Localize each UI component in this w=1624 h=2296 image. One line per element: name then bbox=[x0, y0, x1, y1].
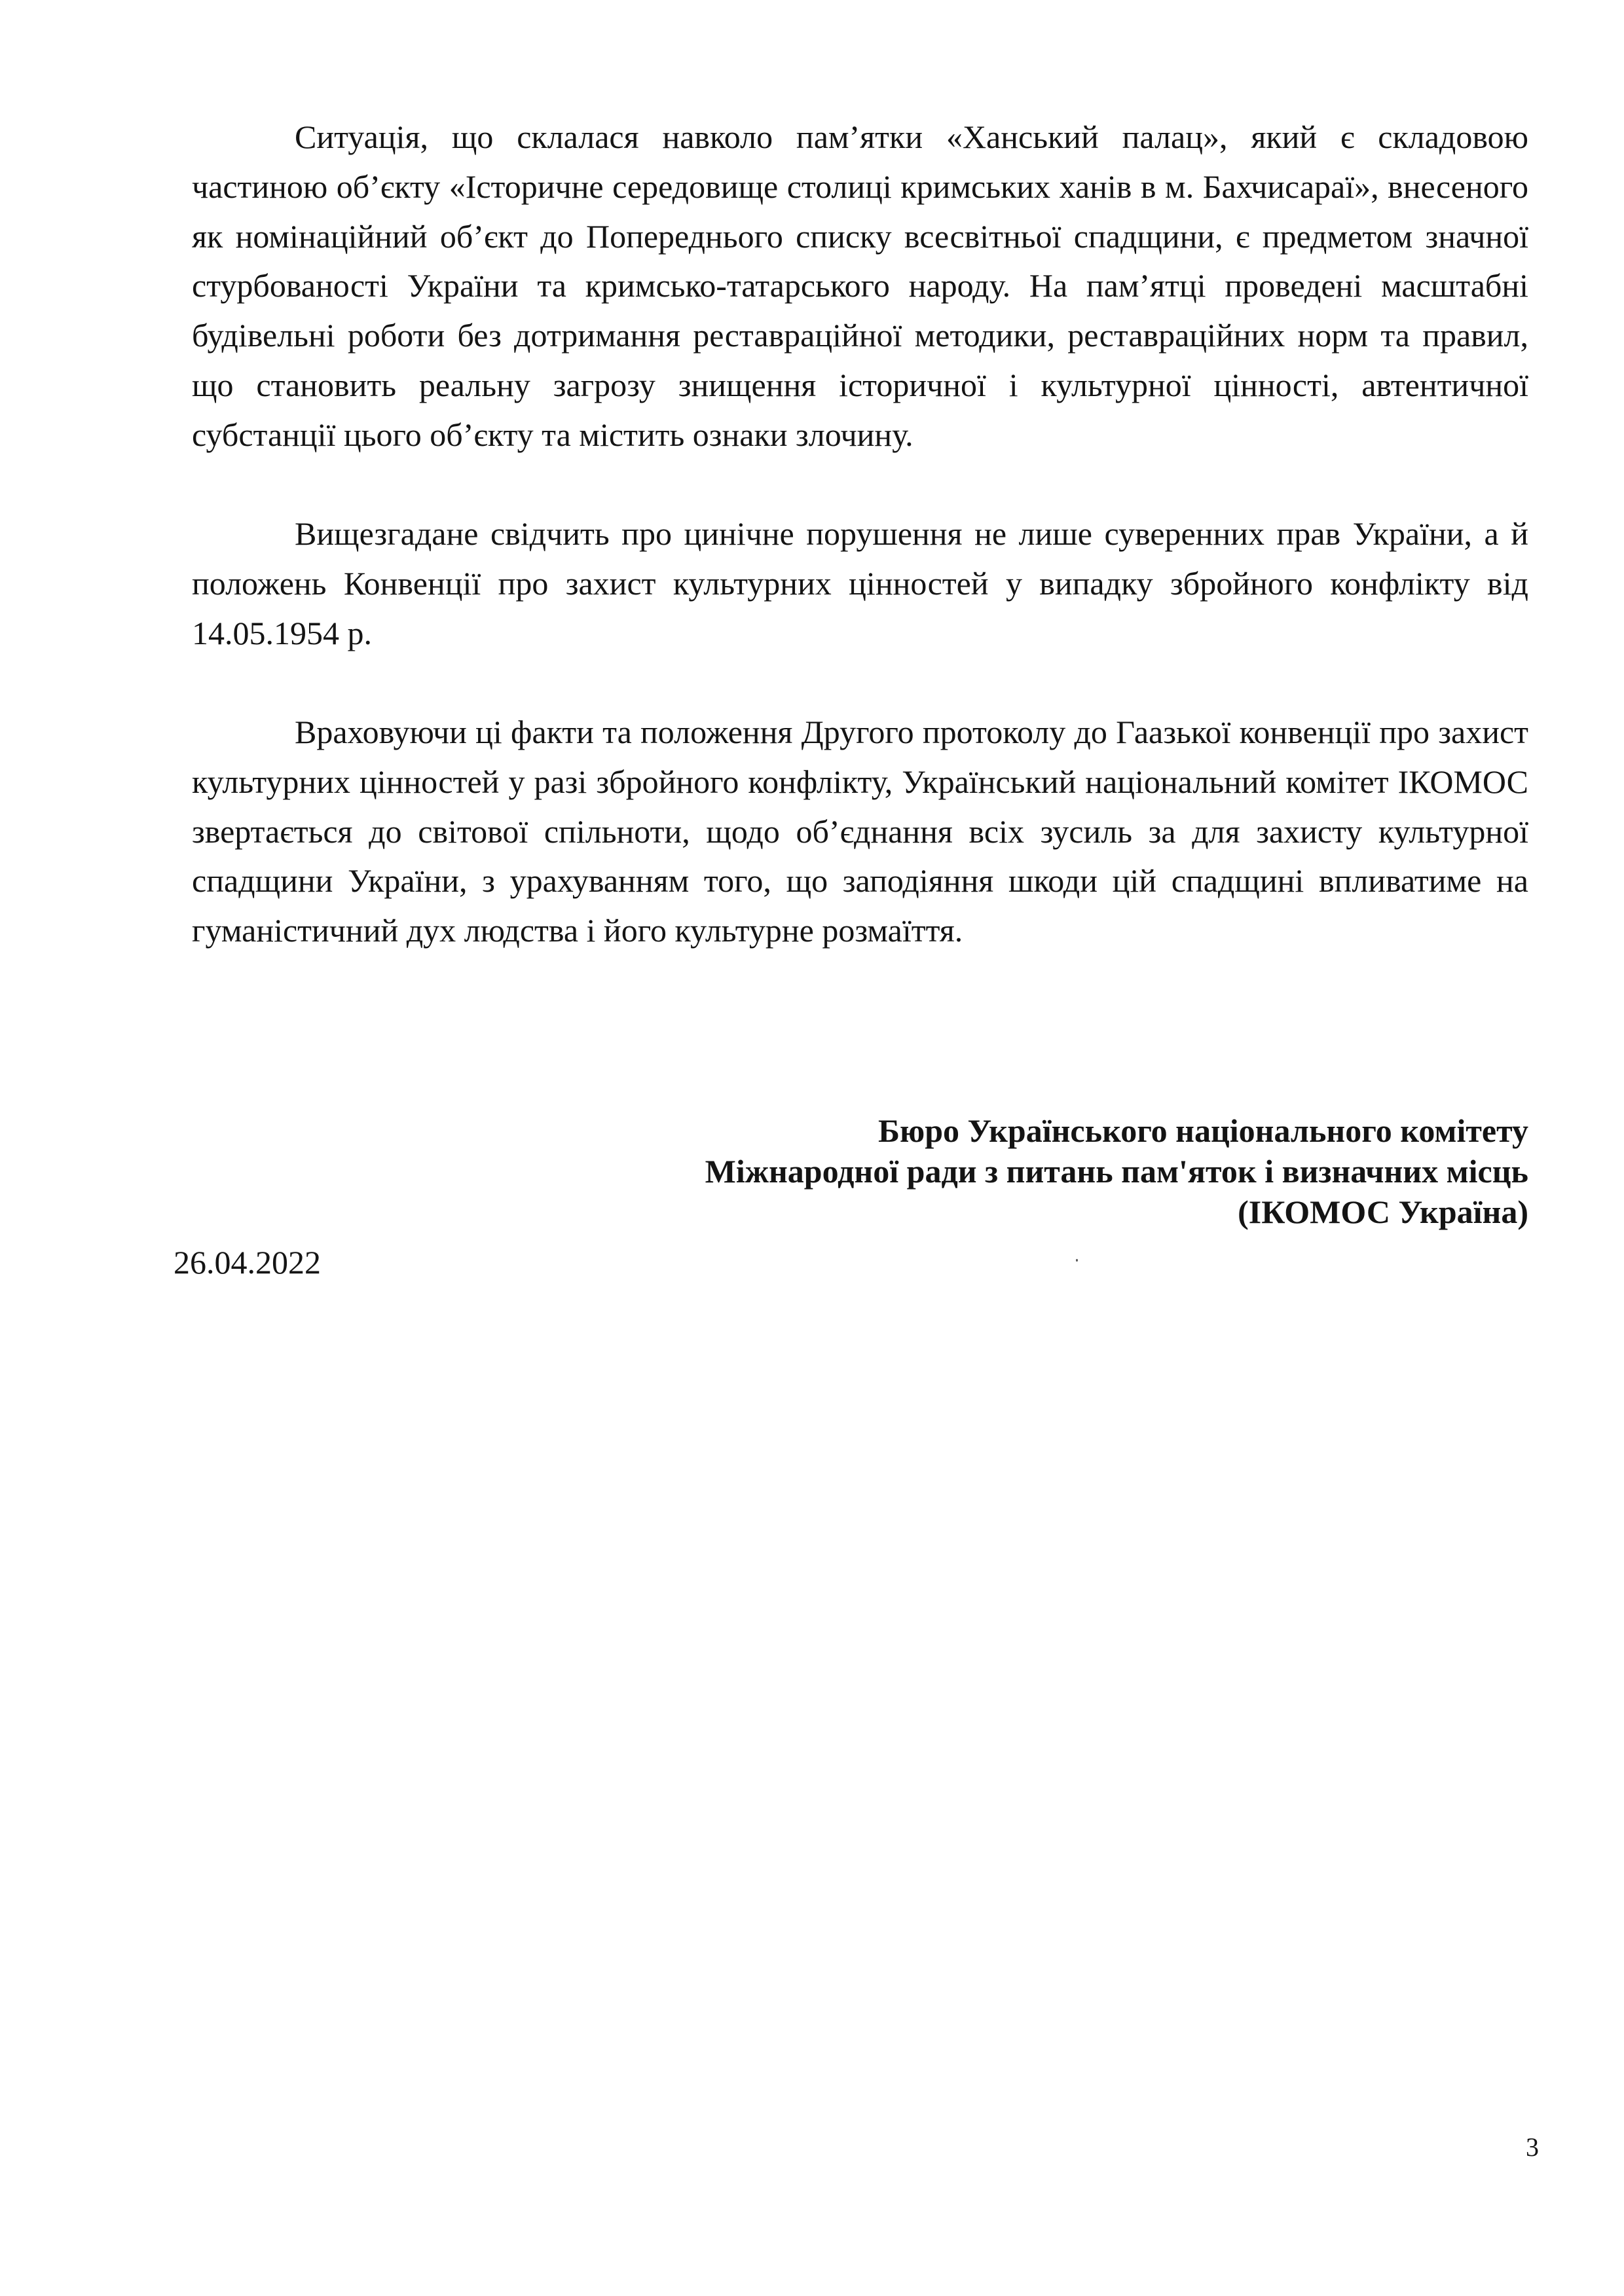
page-number: 3 bbox=[1526, 2132, 1539, 2162]
scan-speck bbox=[1076, 1259, 1078, 1262]
signature-line-council: Міжнародної ради з питань пам'яток і визначних місць bbox=[705, 1153, 1528, 1190]
signature-line-bureau: Бюро Українського національного комітету bbox=[877, 1112, 1528, 1149]
document-date: 26.04.2022 bbox=[174, 1244, 321, 1281]
paragraph-khan-palace-situation: Ситуація, що склалася навколо пам’ятки «Ханський палац», який є складовою частиною об’єкту «Історичне середовище столиці кримських ханів в м. Бахчисараї», внесеного як номінаційний об’єкт до Попереднього списку всесвітньої спадщини, є предметом значної стурбованості України та кримсько-татарського народу. На пам’ятці проведені масштабні будівельні роботи без дотримання реставраційної методики, реставраційних норм та правил, що становить реальну загрозу знищення історичної і культурної цінності, автентичної субстанції цього об’єкту та містить ознаки злочину. bbox=[192, 118, 1528, 453]
paragraph-convention-violation: Вищезгадане свідчить про цинічне порушення не лише суверенних прав України, а й положень Конвенції про захист культурних цінностей у випадку збройного конфлікту від 14.05.1954 р. bbox=[192, 515, 1528, 651]
signature-block bbox=[481, 1110, 1528, 1232]
paragraph-appeal-to-world-community: Враховуючи ці факти та положення Другого протоколу до Гаазької конвенції про захист культурних цінностей у разі збройного конфлікту, Український національний комітет ІКОМОС звертається до світової спільноти, щодо об’єднання всіх зусиль за для захисту культурної спадщини України, з урахуванням того, що заподіяння шкоди цій спадщині впливатиме на гуманістичний дух людства і його культурне розмаїття. bbox=[192, 714, 1528, 949]
signature-line-icomos: (ІКОМОС Україна) bbox=[1238, 1194, 1528, 1230]
